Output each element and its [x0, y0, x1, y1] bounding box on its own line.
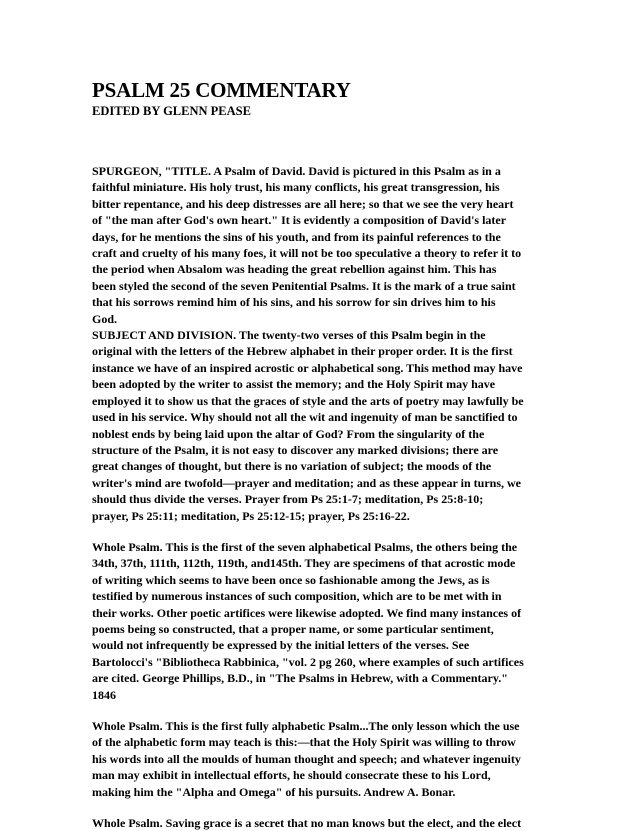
paragraph-whole-psalm-saving-grace: Whole Psalm. Saving grace is a secret that no man knows but the elect, and the elect: [92, 816, 522, 831]
paragraph-spacer: [92, 524, 562, 539]
document-page: [92, 78, 562, 831]
paragraph-whole-psalm-phillips: Whole Psalm. This is the first of the seven alphabetical Psalms, the others being the 34th, 37th, 111th, 112th, 119th, and145th. They are specimens of that acrostic mode of writing which seems to have been once so fashionable among the Jews, as is testified by numerous instances of such composition, which are to be met with in their works. Other poetic artifices were likewise adopted. We find many instances of poems being so constructed, that a proper name, or some particular sentiment, would not infrequently be expressed by the initial letters of the verses. See Bartolocci's "Bibliotheca Rabbinica, "vol. 2 pg 260, where examples of such artifices are cited. George Phillips, B.D., in "The Psalms in Hebrew, with a Commentary." 1846: [92, 539, 524, 702]
document-subtitle: EDITED BY GLENN PEASE: [92, 104, 251, 118]
paragraph-whole-psalm-bonar: Whole Psalm. This is the first fully alphabetic Psalm...The only lesson which the use of the alphabetic form may teach is this:—that the Holy Spirit was willing to throw his words into all the moulds of human thought and speech; and whatever ingenuity man may exhibit in intellectual efforts, he should consecrate these to his Lord, making him the "Alpha and Omega" of his pursuits. Andrew A. Bonar.: [92, 719, 521, 799]
paragraph-spurgeon-title: SPURGEON, "TITLE. A Psalm of David. David is pictured in this Psalm as in a faithful miniature. His holy trust, his many conflicts, his great transgression, his bitter repentance, and his deep distresses are all here; so that we see the very heart of "the man after God's own heart." It is evidently a composition of David's later days, for he mentions the sins of his youth, and from its painful references to the craft and cruelty of his many foes, it will not be too speculative a theory to refer it to the period when Absalom was heading the great rebellion against him. This has been styled the second of the seven Penitential Psalms. It is the mark of a true saint that his sorrows remind him of his sins, and his sorrow for sin drives him to his God.: [92, 164, 522, 326]
paragraph-spacer: [92, 800, 562, 815]
paragraph-subject-division: SUBJECT AND DIVISION. The twenty-two verses of this Psalm begin in the original with the letters of the Hebrew alphabet in their proper order. It is the first instance we have of an inspired acrostic or alphabetical song. This method may have been adopted by the writer to assist the memory; and the Holy Spirit may have employed it to show us that the graces of style and the arts of poetry may lawfully be used in his service. Why should not all the wit and ingenuity of man be sanctified to noblest ends by being laid upon the altar of God? From the singularity of the structure of the Psalm, it is not easy to discover any marked divisions; there are great changes of thought, but there is no variation of subject; the moods of the writer's mind are twofold—prayer and meditation; and as these appear in turns, we should thus divide the verses. Prayer from Ps 25:1-7; meditation, Ps 25:8-10; prayer, Ps 25:11; meditation, Ps 25:12-15; prayer, Ps 25:16-22.: [92, 328, 524, 523]
paragraph-spacer: [92, 703, 562, 718]
document-body: [92, 163, 562, 831]
document-title: PSALM 25 COMMENTARY: [92, 78, 351, 102]
